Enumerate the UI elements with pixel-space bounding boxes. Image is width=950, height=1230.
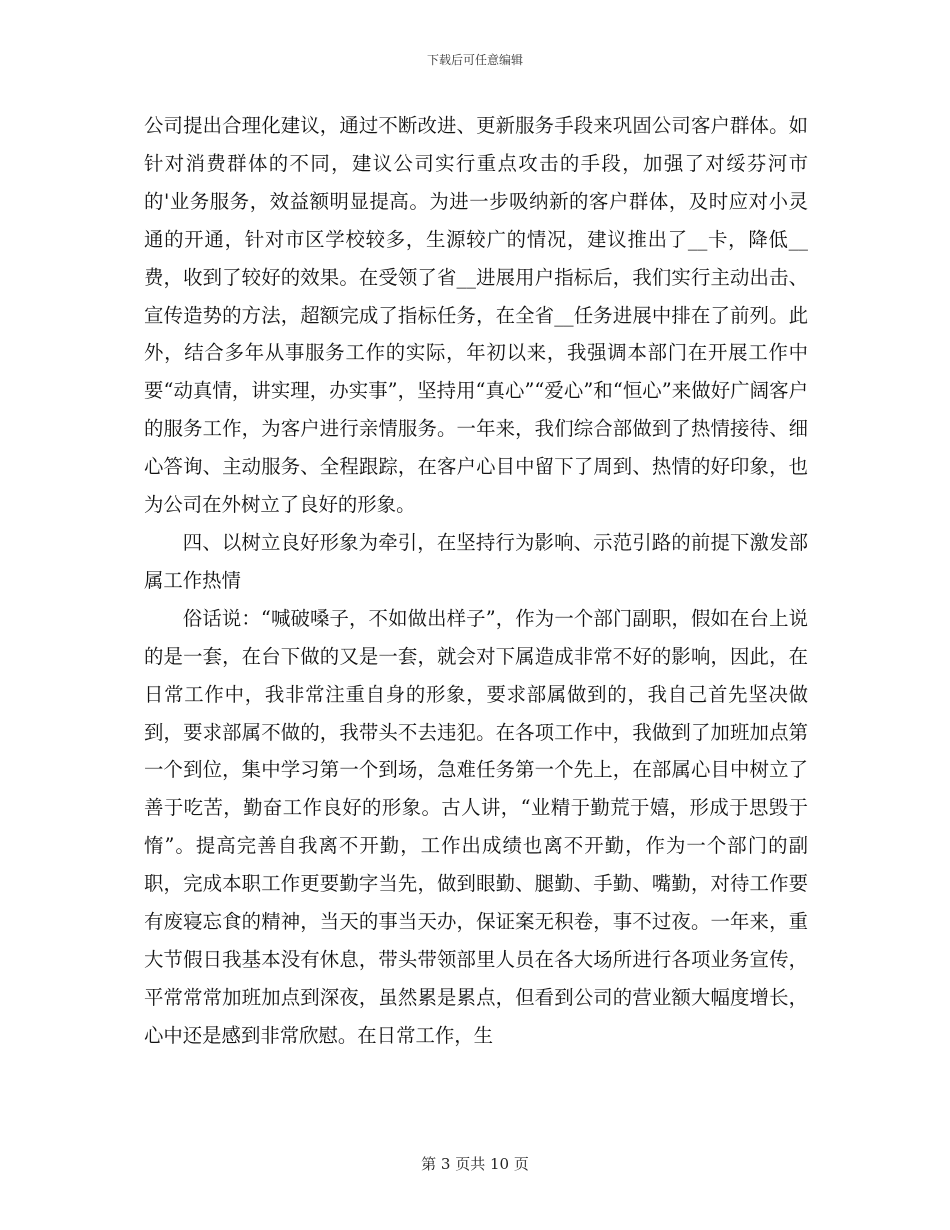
- body-paragraph: 俗话说：“喊破嗓子，不如做出样子”，作为一个部门副职，假如在台上说的是一套，在台下做的又是一套，就会对下属造成非常不好的影响，因此，在日常工作中，我非常注重自身的形象，要求部属做到的，我自己首先坚决做到，要求部属不做的，我带头不去违犯。在各项工作中，我做到了加班加点第一个到位，集中学习第一个到场，急难任务第一个先上，在部属心目中树立了善于吃苦，勤奋工作良好的形象。古人讲，“业精于勤荒于嬉，形成于思毁于惰”。提高完善自我离不开勤，工作出成绩也离不开勤，作为一个部门的副职，完成本职工作更要勤字当先，做到眼勤、腿勤、手勤、嘴勤，对待工作要有废寝忘食的精神，当天的事当天办，保证案无积卷，事不过夜。一年来，重大节假日我基本没有休息，带头带领部里人员在各大场所进行各项业务宣传，平常常常加班加点到深夜，虽然累是累点，但看到公司的营业额大幅度增长，心中还是感到非常欣慰。在日常工作，生: [144, 606, 808, 1047]
- body-paragraph-continuation: 公司提出合理化建议，通过不断改进、更新服务手段来巩固公司客户群体。如针对消费群体的不同，建议公司实行重点攻击的手段，加强了对绥芬河市的'业务服务，效益额明显提高。为进一步吸纳新的客户群体，及时应对小灵通的开通，针对市区学校较多，生源较广的情况，建议推出了__卡，降低__费，收到了较好的效果。在受领了省__进展用户指标后，我们实行主动出击、宣传造势的方法，超额完成了指标任务，在全省__任务进展中排在了前列。此外，结合多年从事服务工作的实际，年初以来，我强调本部门在开展工作中要“动真情，讲实理，办实事”，坚持用“真心”“爱心”和“恒心”来做好广阔客户的服务工作，为客户进行亲情服务。一年来，我们综合部做到了热情接待、细心答询、主动服务、全程跟踪，在客户心目中留下了周到、热情的好印象，也为公司在外树立了良好的形象。: [144, 114, 808, 517]
- page-header: 下载后可任意编辑: [426, 53, 523, 67]
- page-number-footer: 第 3 页共 10 页: [421, 1155, 529, 1173]
- section-heading-paragraph: 四、以树立良好形象为牵引，在坚持行为影响、示范引路的前提下激发部属工作热情: [144, 530, 808, 592]
- document-body: [144, 107, 808, 1055]
